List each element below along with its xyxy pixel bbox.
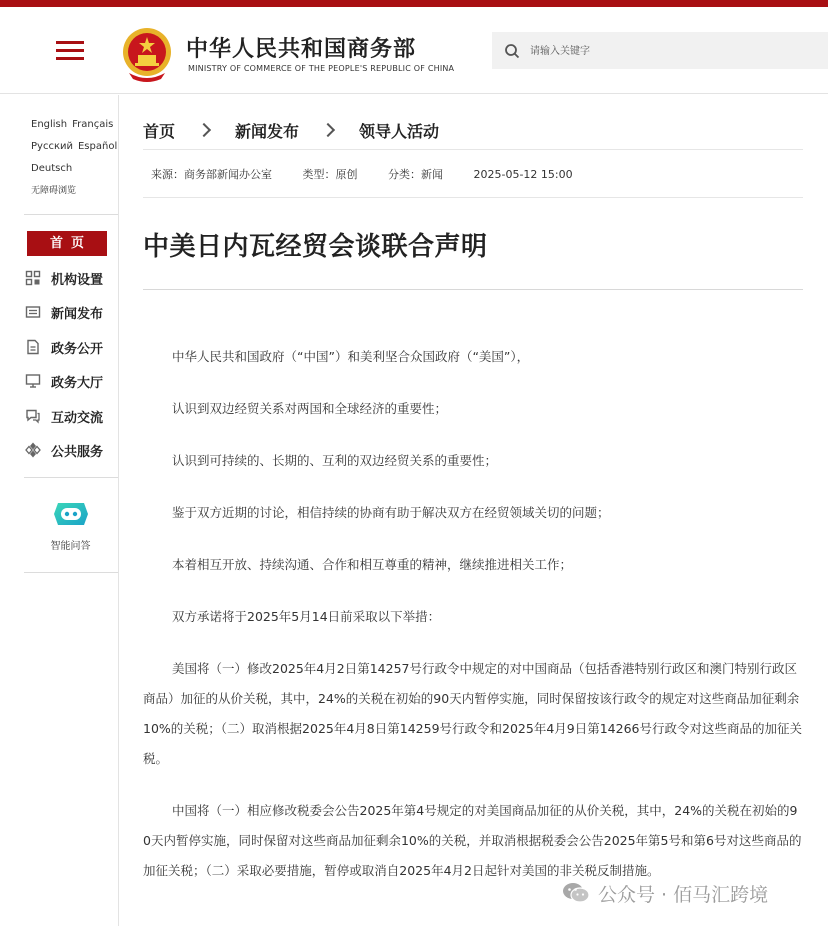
chevron-right-icon [321,123,335,137]
meta-type: 类型：原创 [302,168,358,181]
meta-category: 分类：新闻 [388,168,443,181]
site-title[interactable]: 中华人民共和国商务部 [186,37,417,62]
sidebar-divider [24,572,118,573]
org-chart-icon [25,270,41,286]
breadcrumb [143,119,439,141]
site-header [0,7,828,94]
breadcrumb-news[interactable]: 新闻发布 [235,121,300,141]
sidebar-home-button[interactable]: 首页 [27,231,107,256]
article-paragraph: 鉴于双方近期的讨论，相信持续的协商有助于解决双方在经贸领域关切的问题； [172,505,610,520]
monitor-icon [25,373,41,389]
search-icon[interactable] [504,43,520,59]
meta-source: 来源：商务部新闻办公室 [151,168,272,181]
sidebar-item-public-service[interactable] [25,438,103,462]
article-paragraph: 中国将（一）相应修改税委会公告2025年第4号规定的对美国商品加征的从价关税，其中，24%的关税在初始的90天内暂停实施，同时保留对这些商品加征剩余10%的关税，并取消根据税委会公告2025年第5号和第6号对这些商品的加征关税；（二）采取必要措施，暂停或取消自2025年4月2日起针对美国的非关税反制措施。 [143,803,802,878]
article-title: 中美日内瓦经贸会谈联合声明 [143,232,488,262]
wechat-icon [562,882,590,904]
hamburger-menu-icon[interactable] [56,39,84,61]
breadcrumb-home[interactable]: 首页 [143,121,176,141]
article-paragraph: 中华人民共和国政府（“中国”）和美利坚合众国政府（“美国”）， [172,349,530,364]
breadcrumb-divider [143,149,803,150]
lang-french-link[interactable]: Français [72,119,114,130]
national-emblem-icon[interactable] [121,25,173,83]
sidebar-divider [24,214,118,215]
search-box [492,32,828,69]
article-paragraph: 认识到双边经贸关系对两国和全球经济的重要性； [172,401,448,416]
sidebar-item-org[interactable] [25,266,103,290]
lang-german-link[interactable]: Deutsch [31,163,73,174]
news-icon [25,304,41,320]
meta-datetime: 2025-05-12 15:00 [473,168,573,181]
lang-spanish-link[interactable]: Español [77,141,118,152]
barrier-free-link[interactable]: 无障碍浏览 [31,186,77,196]
document-icon [25,339,41,355]
article-meta [151,166,600,182]
sidebar [0,95,119,926]
sidebar-item-label: 新闻发布 [51,306,104,322]
sidebar-item-gov-hall[interactable] [25,369,103,393]
article-paragraph: 本着相互开放、持续沟通、合作和相互尊重的精神，继续推进相关工作； [172,557,573,572]
sidebar-item-gov-open[interactable] [25,335,103,359]
chat-icon [25,408,41,424]
watermark-text: 公众号 · 佰马汇跨境 [598,883,769,906]
sidebar-divider [24,477,118,478]
article-paragraph: 双方承诺将于2025年5月14日前采取以下举措： [172,609,441,624]
sidebar-item-news[interactable] [25,300,103,324]
chevron-right-icon [197,123,211,137]
service-icon [25,442,41,458]
site-subtitle: MINISTRY OF COMMERCE OF THE PEOPLE'S REPUBLIC OF CHINA [188,64,455,73]
top-accent-bar [0,0,828,7]
language-links [31,114,117,202]
article-paragraph: 认识到可持续的、长期的、互利的双边经贸关系的重要性； [172,453,498,468]
watermark [562,878,768,908]
article-body [143,342,803,908]
sidebar-item-label: 政务大厅 [51,375,104,391]
lang-english-link[interactable]: English [31,119,68,130]
search-input[interactable] [530,39,810,63]
sidebar-item-interaction[interactable] [25,404,103,428]
assistant-label[interactable]: 智能问答 [50,541,91,552]
sidebar-item-label: 机构设置 [51,272,104,288]
breadcrumb-leaders[interactable]: 领导人活动 [359,121,440,141]
title-divider [143,289,803,290]
sidebar-item-label: 互动交流 [51,410,104,426]
sidebar-item-label: 政务公开 [51,341,104,357]
robot-icon[interactable] [52,499,90,529]
lang-russian-link[interactable]: Русский [31,141,73,152]
sidebar-item-label: 公共服务 [51,444,104,460]
article-paragraph: 美国将（一）修改2025年4月2日第14257号行政令中规定的对中国商品（包括香港特别行政区和澳门特别行政区商品）加征的从价关税，其中，24%的关税在初始的90天内暂停实施，同时保留按该行政令的规定对这些商品加征剩余10%的关税；（二）取消根据2025年4月8日第14259号行政令和2025年4月9日第14266号行政令对这些商品的加征关税。 [143,661,802,766]
meta-divider [143,197,803,198]
